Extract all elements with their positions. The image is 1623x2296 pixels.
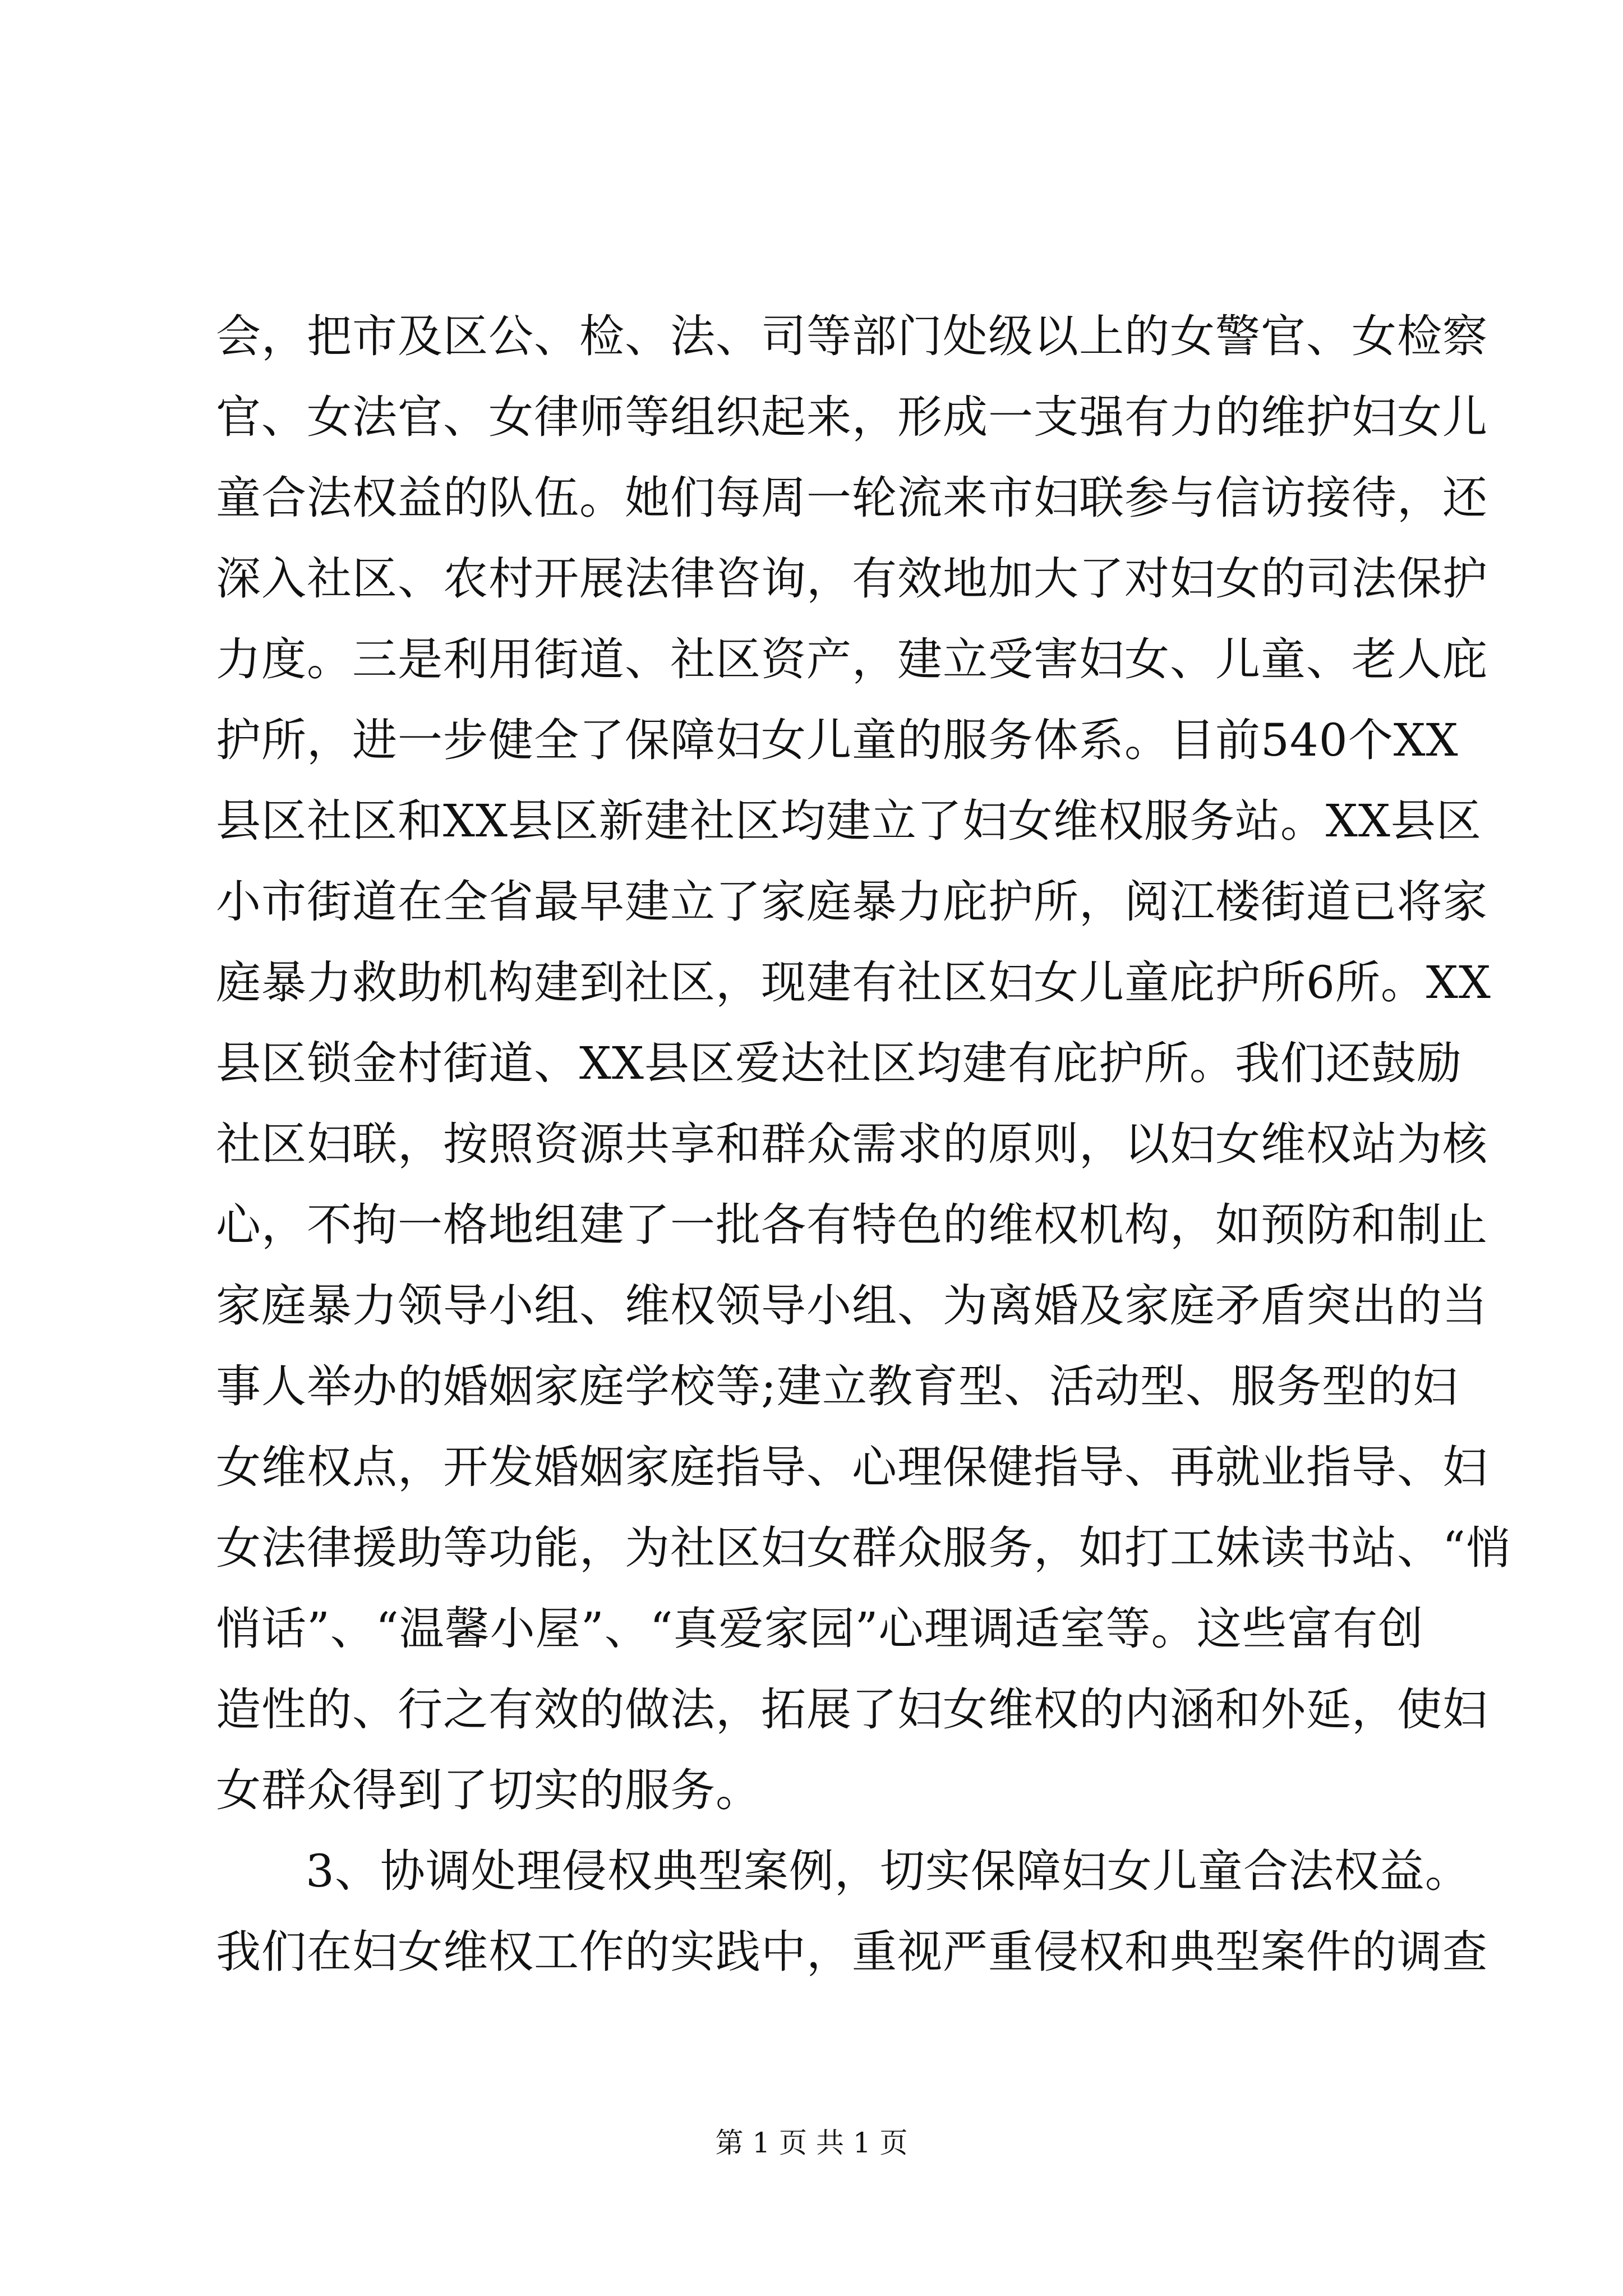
paragraph-1 [216,296,1511,1831]
text-line: 家庭暴力领导小组、维权领导小组、为离婚及家庭矛盾突出的当 [216,1280,1488,1332]
text-line: 社区妇联，按照资源共享和群众需求的原则，以妇女维权站为核 [216,1118,1488,1170]
text-line: 心，不拘一格地组建了一批各有特色的维权机构，如预防和制止 [216,1199,1488,1251]
text-line: 女群众得到了切实的服务。 [216,1764,761,1816]
text-line: 女法律援助等功能，为社区妇女群众服务，如打工妹读书站、“悄 [216,1522,1511,1574]
text-line: 力度。三是利用街道、社区资产，建立受害妇女、儿童、老人庇 [216,633,1488,685]
text-line: 我们在妇女维权工作的实践中，重视严重侵权和典型案件的调查 [216,1926,1488,1978]
body-text [216,296,1511,1993]
text-line: 县区锁金村街道、XX县区爱达社区均建有庇护所。我们还鼓励 [216,1037,1462,1089]
text-line: 庭暴力救助机构建到社区，现建有社区妇女儿童庇护所6所。XX [216,956,1491,1009]
text-line: 女维权点，开发婚姻家庭指导、心理保健指导、再就业指导、妇 [216,1441,1488,1493]
text-line: 悄话”、“温馨小屋”、“真爱家园”心理调适室等。这些富有创 [216,1603,1424,1655]
text-line: 会，把市及区公、检、法、司等部门处级以上的女警官、女检察 [216,310,1488,362]
text-line: 事人举办的婚姻家庭学校等;建立教育型、活动型、服务型的妇 [216,1360,1458,1412]
text-line: 深入社区、农村开展法律咨询，有效地加大了对妇女的司法保护 [216,553,1488,605]
page-footer: 第 1 页 共 1 页 [715,2127,908,2159]
text-line: 县区社区和XX县区新建社区均建立了妇女维权服务站。XX县区 [216,795,1482,847]
text-line: 3、协调处理侵权典型案例，切实保障妇女儿童合法权益。 [306,1845,1470,1897]
text-line: 护所，进一步健全了保障妇女儿童的服务体系。目前540个XX [216,714,1459,766]
text-line: 官、女法官、女律师等组织起来，形成一支强有力的维护妇女儿 [216,391,1488,443]
paragraph-2 [216,1831,1488,1993]
text-line: 童合法权益的队伍。她们每周一轮流来市妇联参与信访接待，还 [216,472,1488,524]
text-line: 小市街道在全省最早建立了家庭暴力庇护所，阅江楼街道已将家 [216,876,1488,928]
text-line: 造性的、行之有效的做法，拓展了妇女维权的内涵和外延，使妇 [216,1683,1488,1736]
